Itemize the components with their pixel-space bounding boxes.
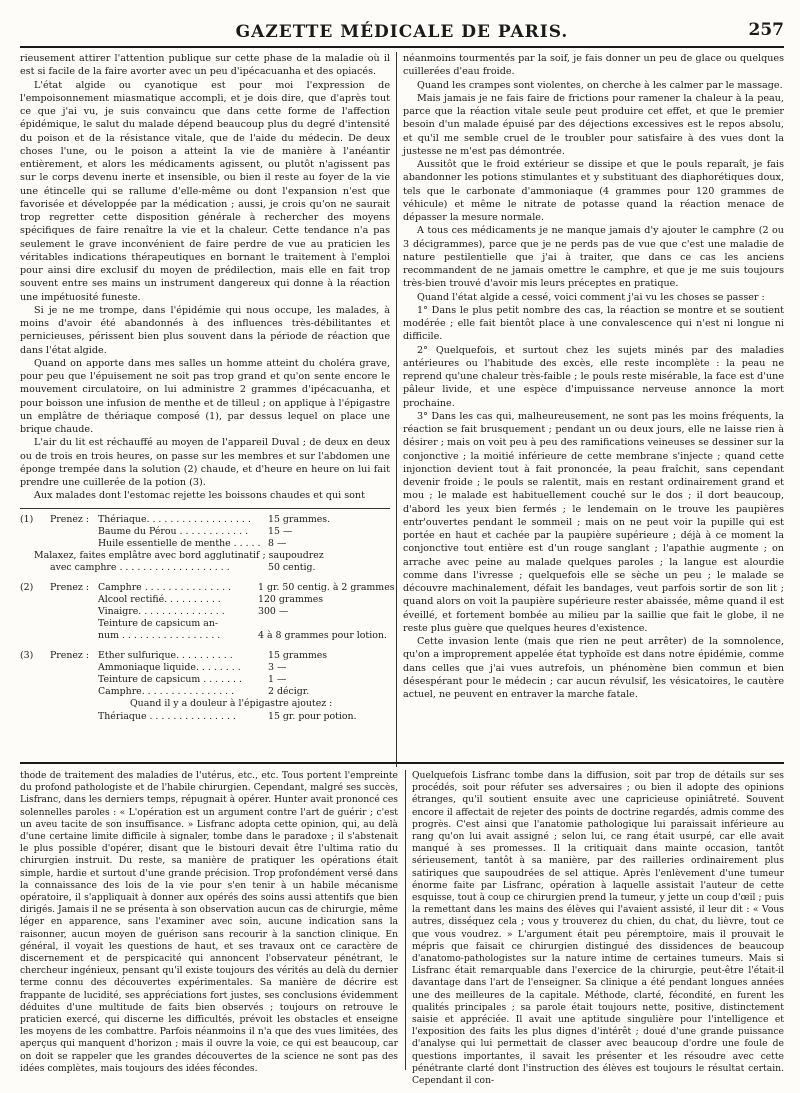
ingredient: Baume du Pérou . . . . . . . . . . . . [98, 525, 249, 537]
quantity: 15 gr. pour potion. [268, 710, 357, 722]
ingredient: Camphre. . . . . . . . . . . . . . . . [98, 686, 235, 698]
prescription-lead: Prenez : [50, 513, 90, 525]
prescription-note: Malaxez, faites emplâtre avec bord agglutinatif ; saupoudrez [34, 550, 324, 562]
quantity: 15 grammes [268, 649, 328, 661]
bottom-right-column [412, 770, 784, 1087]
prescription-1 [20, 514, 390, 575]
page-header [20, 10, 784, 48]
ingredient: Huile essentielle de menthe . . . . . [98, 537, 261, 549]
paragraph: Aux malades dont l'estomac rejette les boissons chaudes et qui sont [34, 490, 365, 502]
quantity: 2 décigr. [268, 686, 310, 698]
ingredient: avec camphre . . . . . . . . . . . . . . . . . . . [50, 562, 230, 574]
quantity: 8 — [268, 537, 287, 549]
prescription-2 [20, 581, 395, 643]
paragraph: rieusement attirer l'attention publique sur cette phase de la maladie où il est si facile de la faire avorter avec un peu d'ipécacuanha et des opiacés. [20, 53, 390, 78]
prescription-lead: Prenez : [50, 581, 90, 593]
right-column [403, 52, 784, 767]
quantity: 15 — [268, 525, 293, 537]
newspaper-page [20, 10, 784, 1087]
bottom-left-column [20, 770, 398, 1074]
section-divider [20, 762, 784, 764]
paragraph: néanmoins tourmentés par la soif, je fais donner un peu de glace ou quelques cuillerées d'eau froide. [403, 53, 784, 78]
quantity: 3 — [268, 661, 287, 673]
paragraph: A tous ces médicaments je ne manque jamais d'y ajouter le camphre (2 ou 3 décigrammes), parce que je ne perds pas de vue que c'est une maladie de nature pestilentielle que j'ai à traiter, que dans ce cas les anciens recommandent de ne jamais omettre le camphre, et que je me suis toujours très-bien trouvé d'avoir mis leurs préceptes en pratique. [403, 225, 784, 290]
footnote-rule [20, 508, 390, 509]
paragraph: Quand l'état algide a cessé, voici comment j'ai vu les choses se passer : [417, 291, 765, 303]
paragraph: thode de traitement des maladies de l'utérus, etc., etc. Tous portent l'empreinte du profond pathologiste et de l'habile chirurgien. Cependant, malgré ses succès, Lisfranc, dans les derniers temps, répugnait à opérer. Hunter avait prononcé ces solennelles paroles : « L'opération est un argument contre l'art de guérir ; c'est un aveu tacite de son insuffisance. » Lisfranc adopta cette opinion, qui, au delà d'une certaine limite difficile à signaler, tombe dans le paradoxe ; il s'abstenait le plus possible d'opérer, disant que le bistouri devait être l'ultima ratio du chirurgien instruit. Du reste, sa manière de pratiquer les opérations était simple, hardie et surtout d'une grande précision. Trop profondément versé dans la connaissance des lois de la vie pour s'en tenir à un habile mécanisme opératoire, il s'appliquait à donner aux opérés des soins aussi attentifs que bien dirigés. Jamais il ne se présenta à son observation aucun cas de chirurgie, même léger en apparence, sans l'examiner avec soin, aucune indication sans la raisonner, aucun moyen de guérison sans recourir à la sanction clinique. En général, il voyait les questions de haut, et ses travaux ont ce caractère de discernement et de perspicacité qui annoncent l'observateur pénétrant, le chercheur ingénieux, pensant qu'il existe toujours des vérités au delà du dernier terme connu des découvertes expérimentales. Sa manière de décrire est frappante de lucidité, ses appréciations fort justes, ses conclusions évidemment déduites d'une multitude de faits bien observés ; toujours on retrouve le praticien exercé, qui discerne les difficultés, prévoit les obstacles et enseigne les moyens de les combattre. Parfois néanmoins il n'a que des vues limitées, des aperçus qui manquent d'horizon ; mais il ouvre la voie, ce qui est beaucoup, car on doit se rappeler que les grandes découvertes de la science ne sont pas des idées complètes, mais toujours des idées fécondes. [20, 770, 398, 1074]
prescription-note: Quand il y a douleur à l'épigastre ajoutez : [130, 698, 333, 710]
column-divider [405, 770, 406, 1070]
paragraph: L'état algide ou cyanotique est pour moi l'expression de l'empoisonnement miasmatique accompli, et je dois dire, que d'après tout ce que j'ai vu, je suis convaincu que dans cette forme de l'affection épidémique, le salut du malade dépend beaucoup plus du degré d'intensité du poison et de la résistance vitale, que de l'aide du médecin. De deux choses l'une, ou le poison a atteint la vie de manière à l'anéantir entièrement, et alors les médicaments agissent, ou plutôt n'agissent pas sur le corps devenu inerte et insensible, ou bien il reste au foyer de la vie une étincelle qui se rallume d'elle-même ou dont l'expansion n'est que favorisée et développée par la médication ; aussi, je crois qu'on ne saurait trop regretter cette disposition générale à rechercher des moyens spécifiques de faire renaître la vie et la chaleur. Cette tendance n'a pas seulement le grave inconvénient de faire perdre de vue au praticien les véritables indications thérapeutiques en bornant le traitement à l'emploi pour ainsi dire exclusif du moyen de prédilection, mais elle en fait trop souvent entre ses mains un instrument dangereux qui donne à la réaction une impétuosité funeste. [20, 79, 390, 303]
page-number: 257 [748, 20, 784, 40]
paragraph: Aussitôt que le froid extérieur se dissipe et que le pouls reparaît, je fais abandonner les potions stimulantes et y substituant des diaphorétiques doux, tels que le carbonate d'ammoniaque (4 grammes pour 120 grammes de véhicule) et même le nitrate de potasse quand la réaction menace de dépasser la mesure normale. [403, 159, 784, 223]
ingredient: Teinture de capsicum an- [98, 618, 219, 630]
ingredient: num . . . . . . . . . . . . . . . . . [98, 630, 221, 642]
ingredient: Vinaigre. . . . . . . . . . . . . . . [98, 605, 225, 617]
quantity: 4 à 8 grammes pour lotion. [258, 630, 387, 642]
feuilleton-section [20, 770, 784, 1087]
footnote-number: (3) [20, 649, 34, 661]
paragraph: Quand on apporte dans mes salles un homme atteint du choléra grave, pour peu que l'épuisement ne soit pas trop grand et qu'on sente encore le mouvement circulatoire, on lui administre 2 grammes d'ipécacuanha, et pour boisson une infusion de menthe et de tilleul ; on applique à l'épigastre un emplâtre de thériaque composé (1), par dessus lequel on place une brique chaude. [20, 357, 390, 435]
ingredient: Thériaque . . . . . . . . . . . . . . . [98, 710, 236, 722]
paragraph: Cette invasion lente (mais que rien ne peut arrêter) de la somnolence, qu'on a improprement appelée état typhoïde est dans notre épidémie, comme dans celles que j'ai vues autrefois, un phénomène bien commun et bien désespérant pour le médecin ; car aucun révulsif, les vésicatoires, le cautère actuel, ne peuvent en entraver la marche fatale. [403, 636, 784, 700]
journal-title: GAZETTE MÉDICALE DE PARIS. [235, 22, 569, 42]
quantity: 300 — [258, 605, 289, 617]
quantity: 50 centig. [268, 562, 316, 574]
paragraph: 2° Quelquefois, et surtout chez les sujets minés par des maladies antérieures ou l'habitude des excès, elle reste incomplète : la peau ne reprend qu'une chaleur très-faible ; le pouls reste misérable, la face est d'une pâleur livide, et une espèce d'impuissance nerveuse annonce la mort prochaine. [403, 344, 784, 409]
paragraph: 1° Dans le plus petit nombre des cas, la réaction se montre et se soutient modérée ; elle fait bientôt place à une convalescence qui n'est ni longue ni difficile. [403, 304, 784, 343]
prescription-3 [20, 650, 390, 723]
prescription-lead: Prenez : [50, 649, 90, 661]
ingredient: Camphre . . . . . . . . . . . . . . . [98, 581, 232, 593]
ingredient: Alcool rectifié. . . . . . . . . . [98, 593, 221, 605]
paragraph: Quand les crampes sont violentes, on cherche à les calmer par le massage. [417, 79, 783, 91]
paragraph: L'air du lit est réchauffé au moyen de l'appareil Duval ; de deux en deux ou de trois en trois heures, on passe sur les membres et sur l'abdomen une éponge trempée dans la solution (2) chaude, et d'heure en heure on lui fait prendre une cuillerée de la potion (3). [20, 437, 390, 488]
footnote-number: (2) [20, 581, 34, 593]
left-column [20, 52, 395, 767]
ingredient: Ether sulfurique. . . . . . . . . . [98, 649, 233, 661]
ingredient: Teinture de capsicum . . . . . . . [98, 673, 243, 685]
quantity: 1 gr. 50 centig. à 2 grammes [258, 581, 395, 593]
paragraph: 3° Dans les cas qui, malheureusement, ne sont pas les moins fréquents, la réaction se fait brusquement ; pendant un ou deux jours, elle ne laisse rien à désirer ; mais on voit peu à peu des ramifications veineuses se dessiner sur la conjonctive ; la moitié inférieure de cette membrane s'injecte ; quand cette injonction devient tout à fait prononcée, la peau fraîchit, sans cependant devenir froide ; le pouls se ralentit, mais en restant ordinairement grand et mou ; le malade est habituellement couché sur le dos ; il dort beaucoup, d'abord les yeux bien fermés ; le lendemain on le trouve les paupières entr'ouvertes pendant le sommeil ; mais on ne peut voir la pupille qui est portée en haut et cachée par la paupière supérieure ; déjà à ce moment la conjonctive tout entière est d'un rouge sanglant ; l'apathie augmente ; on arrache avec peine au malade quelques paroles ; la langue est alourdie comme dans l'ivresse ; quelquefois elle se sèche un peu ; le malade se découvre machinalement, défait les bandages, veut parfois sortir de son lit ; quand alors on voit la paupière supérieure rester abaissée, même quand il est éveillé, et fortement bombée au milieu par la saillie que fait le globe, il ne reste plus guère que quelques heures d'existence. [403, 410, 784, 634]
paragraph: Mais jamais je ne fais faire de frictions pour ramener la chaleur à la peau, parce que la réaction vitale seule peut produire cet effet, et que le premier besoin d'un malade épuisé par des déjections excessives est le repos absolu, et qu'il me semble cruel de le troubler pour satisfaire à des vues dont la justesse ne m'est pas démontrée. [403, 92, 784, 157]
paragraph: Si je ne me trompe, dans l'épidémie qui nous occupe, les malades, à moins d'avoir été abandonnés à des influences très-débilitantes et pernicieuses, périssent bien plus souvent dans la période de réaction que dans l'état algide. [20, 304, 390, 356]
quantity: 15 grammes. [268, 513, 331, 525]
paragraph: Quelquefois Lisfranc tombe dans la diffusion, soit par trop de détails sur ses procédés, soit pour réfuter ses adversaires ; ou bien il adopte des opinions étranges, qu'il soutient ensuite avec une capricieuse opiniâtreté. Souvent encore il affectait de rejeter des points de doctrine regardés, admis comme des progrès. C'est ainsi que l'anatomie pathologique lui paraissait inférieure au rang qu'on lui avait assigné ; selon lui, ce rang était usurpé, car elle avait manqué à ses promesses. Il la critiquait dans mainte occasion, tantôt sérieusement, tantôt à sa manière, par des railleries ordinairement plus satiriques que saupoudrées de sel attique. Après l'enlèvement d'une tumeur énorme faite par Lisfranc, opération à laquelle assistait l'auteur de cette esquisse, tout à coup ce chirurgien prend la tumeur, y jette un coup d'œil ; puis la remettant dans les mains des élèves qui l'avaient assisté, il leur dit : « Vous autres, disséquez cela ; vous y trouverez du chien, du chat, du lièvre, tout ce que vous voudrez. » L'argument était peu péremptoire, mais il prouvait le mépris que faisait ce chirurgien distingué des dissidences de beaucoup d'anatomo-pathologistes sur la nature intime de certaines tumeurs. Mais si Lisfranc était remarquable dans l'exercice de la chirurgie, peut-être l'était-il davantage dans l'art de l'enseigner. Sa clinique a été pendant longues années une des meilleures de la capitale. Méthode, clarté, fécondité, en furent les qualités principales ; sa parole était toujours nette, positive, distinctement saisie et appréciée. Il avait une aptitude singulière pour l'intelligence et l'exposition des faits les plus dignes d'intérêt ; doué d'une grande puissance d'analyse qui lui permettait de classer avec beaucoup d'ordre une foule de questions importantes, il savait les présenter et les résoudre avec cette pénétrante clarté dont l'instruction des élèves est toujours le résultat certain. Cependant il con- [412, 770, 784, 1087]
top-section [20, 52, 784, 767]
footnote-number: (1) [20, 513, 34, 525]
quantity: 120 grammes [258, 593, 324, 605]
ingredient: Ammoniaque liquide. . . . . . . . [98, 661, 241, 673]
quantity: 1 — [268, 673, 287, 685]
ingredient: Thériaque. . . . . . . . . . . . . . . . . . [98, 513, 251, 525]
column-divider [396, 52, 397, 767]
